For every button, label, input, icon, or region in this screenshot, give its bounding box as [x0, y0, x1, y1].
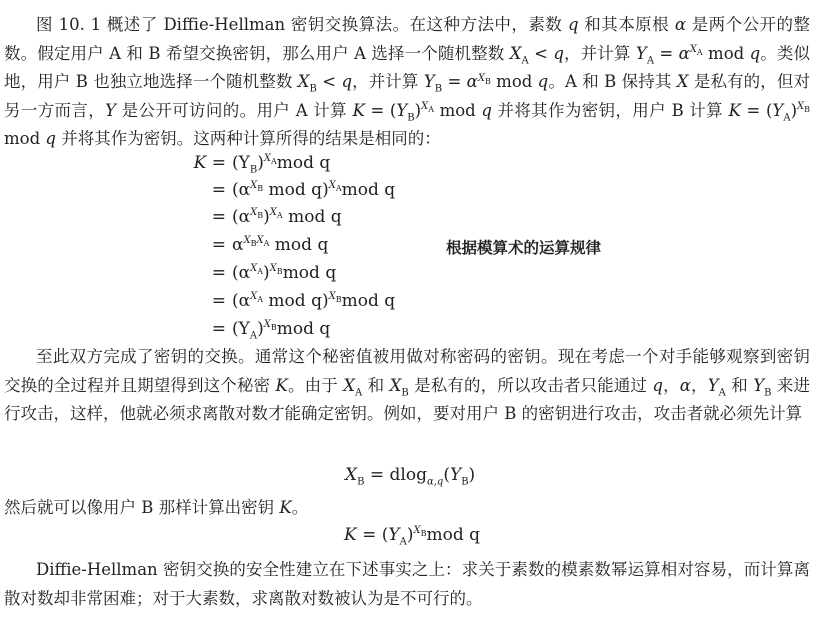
paragraph-attack: 至此双方完成了密钥的交换。通常这个秘密值被用做对称密码的密钥。现在考虑一个对手能够观察到密钥交换的全过程并且期望得到这个秘密 K。由于 $X_A$ 和 $X_B$ 是私有的，所以攻击者只能通过 q，α，$Y_A$ 和 $Y_B$ 来进行攻击，这样，他就必须求离散对数才能确定密钥。例如，要对用户 B 的密钥进行攻击，攻击者就必须先计算: [4, 347, 811, 424]
shared-key-equation: $K = (Y_A)^{X_B}mod$ q: [344, 525, 481, 548]
document-page: 图 10. 1 概述了 Diffie-Hellman 密钥交换算法。在这种方法中，素数 q 和其本原根 α 是两个公开的整数。假定用户 A 和 B 希望交换密钥，那么用户 A 选择一个随机整数 $X_A < q$，并计算 $Y_A = \alpha^{X_A}$ mod q。类似地，用户 B 也独立地选择一个随机整数 $X_B < q$，并计算 $Y_B = \alpha^{X_B}$ mod q。A 和 B 保持其 X 是私有的，但对另一方而言，Y 是公开可访问的。用户 A 计算 $K = (Y_B)^{X_A}$ mod q 并将其作为密钥，用户 B 计算 $K = (Y_A)^{X_B}$ mod q 并将其作为密钥。这两种计算所得的结果是相同的： K = $(Y_B)^{X_A}mod$ q = ($\alpha^{X_B}$ mod q)$^{X_A}$mod q = $(\alpha^{X_B})^{X_A}$ mod q = $\alpha^{X_BX_A}$ mod q = $(\alpha^{X_A})^{X_B}mod$ q = ($\alpha^{X_A}$ mod q)$^{X_B}$mod q = $(Y_A)^{X_B}mod$ q 根据模算术的运算规律 至此双方完成了密钥的交换。通常这个秘密值被用做对称密码的密钥。现在考虑一个对手能够观察到密钥交换的全过程并且期望得到这个秘密 K。由于 $X_A$ 和 $X_B$ 是私有的，所以攻击者只能通过 q，α，$Y_A$ 和 $Y_B$ 来进行攻击，这样，他就必须求离散对数才能确定密钥。例如，要对用户 B 的密钥进行攻击，攻击者就必须先计算 $X_B = dlog_{\alpha,q}(Y_B)$ 然后就可以像用户 B 那样计算出密钥 K。 $K = (Y_A)^{X_B}mod$ q Diffie-Hellman 密钥交换的安全性建立在下述事实之上：求关于素数的模素数幂运算相对容易，而计算离散对数却非常困难；对于大素数，求离散对数被认为是不可行的。: [0, 0, 830, 621]
paragraph-dh-overview: 图 10. 1 概述了 Diffie-Hellman 密钥交换算法。在这种方法中，素数 q 和其本原根 α 是两个公开的整数。假定用户 A 和 B 希望交换密钥，那么用户 A 选择一个随机整数 $X_A < q$，并计算 $Y_A = \alpha^{X_A}$ mod q。类似地，用户 B 也独立地选择一个随机整数 $X_B < q$，并计算 $Y_B = \alpha^{X_B}$ mod q。A 和 B 保持其 X 是私有的，但对另一方而言，Y 是公开可访问的。用户 A 计算 $K = (Y_B)^{X_A}$ mod q 并将其作为密钥，用户 B 计算 $K = (Y_A)^{X_B}$ mod q 并将其作为密钥。这两种计算所得的结果是相同的：: [4, 15, 811, 149]
paragraph-security: Diffie-Hellman 密钥交换的安全性建立在下述事实之上：求关于素数的模素数幂运算相对容易，而计算离散对数却非常困难；对于大素数，求离散对数被认为是不可行的。: [4, 560, 810, 608]
paragraph-compute-key: 然后就可以像用户 B 那样计算出密钥 K。: [4, 498, 309, 517]
discrete-log-equation: $X_B = dlog_{\alpha,q}(Y_B)$: [345, 465, 476, 488]
modular-arithmetic-note: 根据模算术的运算规律: [446, 239, 602, 257]
